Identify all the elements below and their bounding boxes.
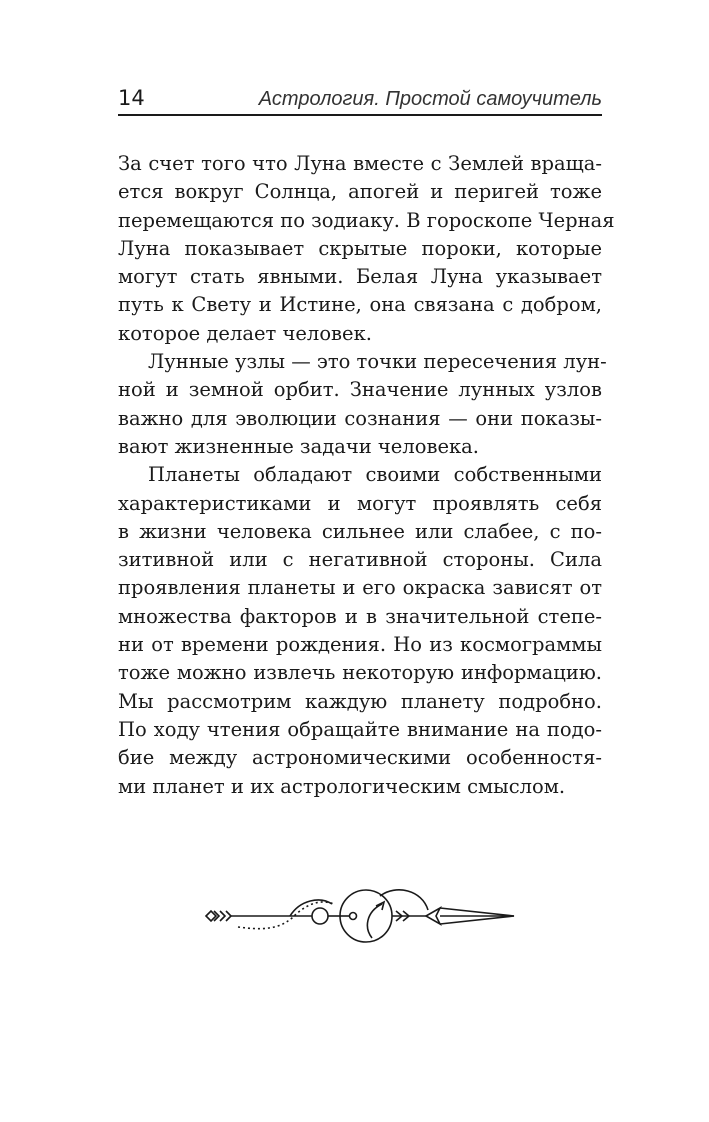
text-line: перемещаются по зодиаку. В гороскопе Черная — [118, 208, 615, 232]
text-line: Луна показывает скрытые пороки, которые — [118, 236, 602, 260]
paragraph-1 — [118, 150, 615, 348]
text-line: путь к Свету и Истине, она связана с добром, — [118, 293, 602, 317]
text-line: могут стать явными. Белая Луна указывает — [118, 265, 602, 289]
celestial-arrow-ornament-icon — [200, 880, 520, 960]
text-line: Мы рассмотрим каждую планету подробно. — [118, 689, 602, 713]
text-line: ется вокруг Солнца, апогей и перигей тоже — [118, 180, 602, 204]
paragraph-2 — [118, 348, 607, 461]
text-line: зитивной или с негативной стороны. Сила — [118, 548, 602, 572]
text-line: характеристиками и могут проявлять себя — [118, 491, 602, 515]
text-line: По ходу чтения обращайте внимание на подо- — [118, 717, 602, 741]
text-line: ни от времени рождения. Но из космограммы — [118, 633, 602, 657]
text-line: множества факторов и в значительной степе- — [118, 604, 602, 628]
running-title: Астрология. Простой самоучитель — [258, 88, 602, 110]
page-number: 14 — [118, 86, 145, 110]
text-line: важно для эволюции сознания — они показы- — [118, 406, 602, 430]
text-line: Планеты обладают своими собственными — [148, 463, 602, 487]
text-line: тоже можно извлечь некоторую информацию. — [118, 661, 602, 685]
paragraph-3 — [118, 461, 602, 801]
text-line: вают жизненные задачи человека. — [118, 434, 479, 458]
text-line: бие между астрономическими особенностя- — [118, 746, 602, 770]
page-header — [118, 84, 602, 116]
text-line: ной и земной орбит. Значение лунных узлов — [118, 378, 602, 402]
text-line: За счет того что Луна вместе с Землей враща- — [118, 152, 602, 175]
text-line: ми планет и их астрологическим смыслом. — [118, 774, 566, 798]
text-line: проявления планеты и его окраска зависят от — [118, 576, 602, 600]
body-text — [118, 150, 615, 801]
text-line: которое делает человек. — [118, 321, 372, 345]
text-line: Лунные узлы — это точки пересечения лун- — [148, 350, 607, 374]
text-line: в жизни человека сильнее или слабее, с по- — [118, 519, 602, 543]
